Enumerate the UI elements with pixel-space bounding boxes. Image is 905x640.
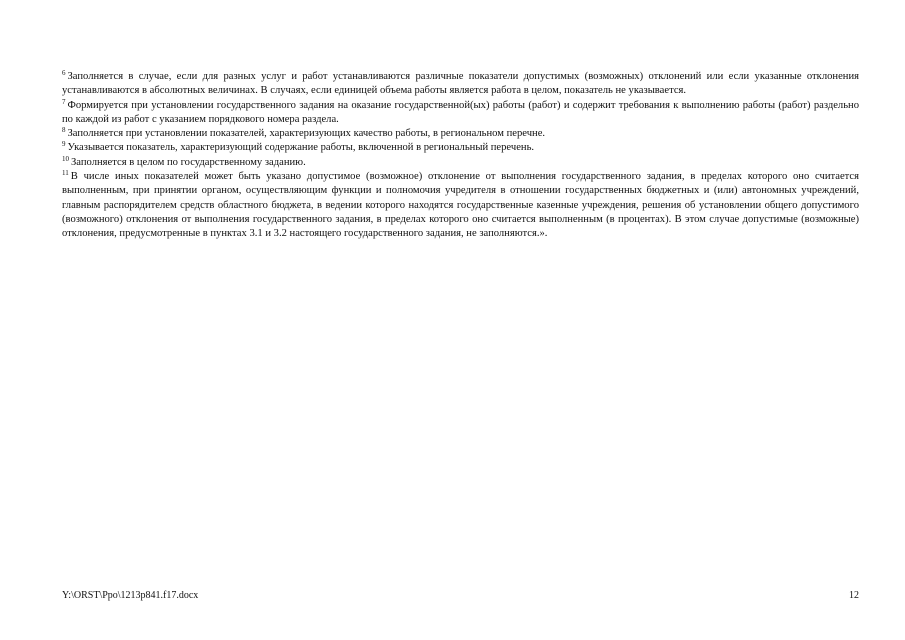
footnote-number: 8 xyxy=(62,126,66,135)
footnote-9 xyxy=(62,141,859,155)
footnote-text: Заполняется в целом по государственному заданию. xyxy=(71,156,306,168)
footnote-number: 7 xyxy=(62,97,66,106)
footnote-11 xyxy=(62,170,859,241)
footnote-number: 11 xyxy=(62,169,69,178)
footnote-6 xyxy=(62,70,859,99)
footnote-number: 6 xyxy=(62,69,66,77)
footer-file-path: Y:\ORST\Ppo\1213p841.f17.docx xyxy=(62,590,199,601)
footnote-text: Заполняется в случае, если для разных услуг и работ устанавливаются различные показатели допустимых (возможных) отклонений или если указанные отклонения устанавливаются в абсолютных величинах. В случаях, если единицей объема работы является работа в целом, показатель не указывается. xyxy=(62,71,859,97)
footnote-text: Указывается показатель, характеризующий содержание работы, включенной в региональный перечень. xyxy=(67,142,535,154)
footnote-text: Заполняется при установлении показателей, характеризующих качество работы, в региональном перечне. xyxy=(67,128,546,140)
footnote-8 xyxy=(62,127,859,141)
footnote-text: Формируется при установлении государственного задания на оказание государственной(ых) работы (работ) и содержит требования к выполнению работы (работ) раздельно по каждой из работ с указанием порядкового номера раздела. xyxy=(62,99,859,125)
footnote-number: 9 xyxy=(62,140,66,149)
footnote-7 xyxy=(62,99,859,128)
footnote-text: В числе иных показателей может быть указано допустимое (возможное) отклонение от выполнения государственного задания, в пределах которого оно считается выполненным, при принятии органом, осуществляющим функции и полномочия учредителя в отношении государственных бюджетных и (или) автономных учреждений, главным распорядителем средств областного бюджета, в ведении которого находятся государственные казенные учреждения, решения об установлении общего допустимого (возможного) отклонения от выполнения государственного задания, в пределах которого оно считается выполненным (в процентах). В этом случае допустимые (возможные) отклонения, предусмотренные в пунктах 3.1 и 3.2 настоящего государственного задания, не заполняются.». xyxy=(62,171,859,240)
footnote-number: 10 xyxy=(62,154,69,163)
footnote-10 xyxy=(62,156,859,170)
page-number: 12 xyxy=(849,590,859,601)
footnotes-block xyxy=(62,70,859,242)
